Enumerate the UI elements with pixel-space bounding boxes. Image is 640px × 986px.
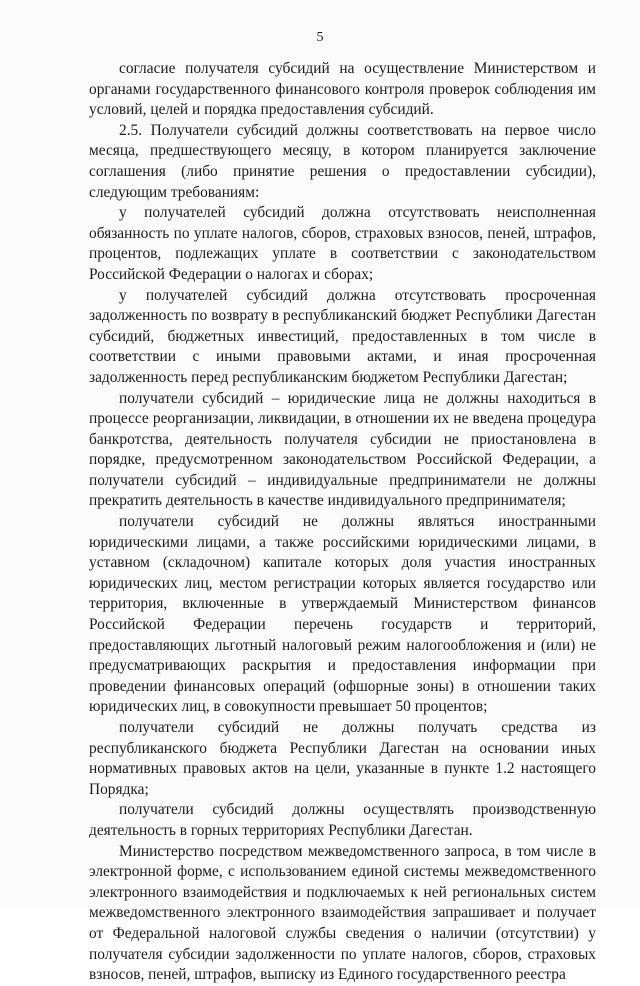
page-number: 5 xyxy=(316,30,324,45)
paragraph-2-5-requirements: 2.5. Получатели субсидий должны соответствовать на первое число месяца, предшествующего месяцу, в котором планируется заключение соглашения (либо принятие решения о предоставлении субсидии), следующим требованиям: xyxy=(89,121,596,201)
paragraph-no-foreign-entities: получатели субсидий не должны являться иностранными юридическими лицами, а также российскими юридическими лицами, в уставном (складочном) капитале которых доля участия иностранных юридических лиц, местом регистрации которых является государство или территория, включенные в утверждаемый Министерством финансов Российской Федерации перечень государств и территорий, предоставляющих льготный налоговый режим налогообложения и (или) не предусматривающих раскрытия и предоставления информации при проведении финансовых операций (офшорные зоны) в отношении таких юридических лиц, в совокупности превышает 50 процентов; xyxy=(89,513,596,716)
document-text xyxy=(89,59,596,986)
paragraph-no-overdue-debt: у получателей субсидий должна отсутствовать просроченная задолженность по возврату в республиканский бюджет Республики Дагестан субсидий, бюджетных инвестиций, предоставленных в том числе в соответствии с иными правовыми актами, и иная просроченная задолженность перед республиканским бюджетом Республики Дагестан; xyxy=(89,286,596,386)
paragraph-mountain-territories: получатели субсидий должны осуществлять производственную деятельность в горных территориях Республики Дагестан. xyxy=(89,801,596,839)
paragraph-no-reorganization: получатели субсидий – юридические лица не должны находиться в процессе реорганизации, ликвидации, в отношении их не введена процедура банкротства, деятельность получателя субсидии не приостановлена в порядке, предусмотренном законодательством Российской Федерации, а получатели субсидий – индивидуальные предприниматели не должны прекратить деятельность в качестве индивидуального предпринимателя; xyxy=(89,389,596,510)
paragraph-consent: согласие получателя субсидий на осуществление Министерством и органами государственного финансового контроля проверок соблюдения им условий, целей и порядка предоставления субсидий. xyxy=(89,60,596,119)
paragraph-interagency-request: Министерство посредством межведомственного запроса, в том числе в электронной форме, с использованием единой системы межведомственного электронного взаимодействия и подключаемых к ней региональных систем межведомственного электронного взаимодействия запрашивает и получает от Федеральной налоговой службы сведения о наличии (отсутствии) у получателя субсидии задолженности по уплате налогов, сборов, страховых взносов, пеней, штрафов, выписку из Единого государственного реестра xyxy=(89,842,596,984)
paragraph-no-tax-debt: у получателей субсидий должна отсутствовать неисполненная обязанность по уплате налогов, сборов, страховых взносов, пеней, штрафов, процентов, подлежащих уплате в соответствии с законодательством Российской Федерации о налогах и сборах; xyxy=(89,204,596,283)
paragraph-no-other-funds: получатели субсидий не должны получать средства из республиканского бюджета Республики Дагестан на основании иных нормативных правовых актов на цели, указанные в пункте 1.2 настоящего Порядка; xyxy=(89,719,596,798)
